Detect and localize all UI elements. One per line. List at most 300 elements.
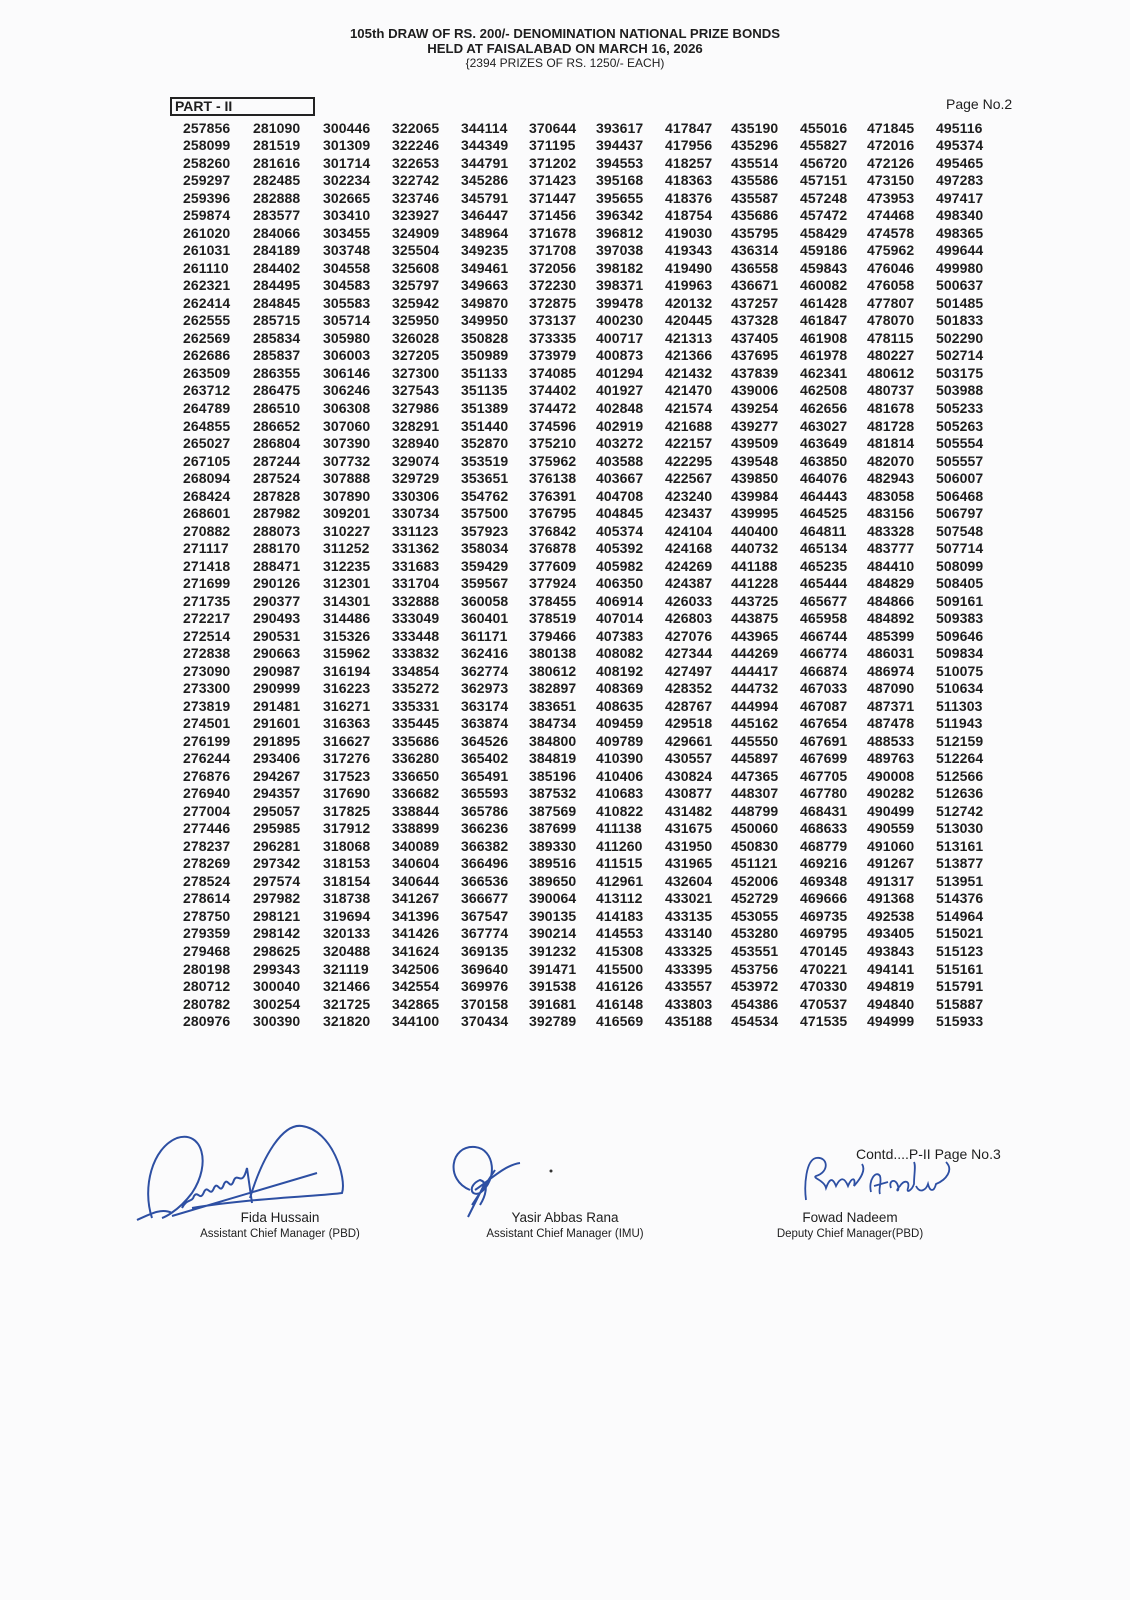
bond-number: 290663 (253, 645, 301, 662)
bond-number: 503988 (936, 382, 984, 399)
bond-number: 411260 (596, 837, 643, 854)
bond-number: 493843 (867, 942, 915, 959)
bond-number: 471845 (867, 119, 915, 136)
bond-number: 428352 (665, 680, 713, 697)
bond-number: 372230 (529, 277, 577, 294)
bond-number: 276244 (183, 750, 231, 767)
bond-number: 451121 (731, 855, 778, 872)
bond-number: 427497 (665, 662, 713, 679)
bond-number: 391538 (529, 978, 577, 995)
bond-number: 475962 (867, 242, 915, 259)
signatory-name: Fowad Nadeem (802, 1210, 898, 1225)
bond-number: 391681 (529, 995, 577, 1012)
bond-number: 354762 (461, 487, 509, 504)
bond-number: 362973 (461, 680, 509, 697)
bond-number: 462341 (800, 364, 848, 381)
bond-number: 465958 (800, 610, 848, 627)
signatory-title: Assistant Chief Manager (PBD) (200, 1228, 360, 1240)
bond-number: 422567 (665, 470, 713, 487)
bond-number: 372875 (529, 294, 577, 311)
bond-number: 408192 (596, 662, 644, 679)
bond-number: 341267 (392, 890, 440, 907)
bond-number: 335331 (392, 697, 440, 714)
bond-number: 307888 (323, 470, 371, 487)
bond-number: 378519 (529, 610, 577, 627)
bond-number: 498365 (936, 224, 984, 241)
bond-number: 290377 (253, 592, 301, 609)
bond-number: 419030 (665, 224, 713, 241)
bond-number: 366536 (461, 872, 509, 889)
bond-number: 430824 (665, 767, 713, 784)
bond-number: 261110 (183, 259, 229, 276)
signatory-title: Deputy Chief Manager(PBD) (776, 1228, 924, 1240)
table-row (183, 697, 1006, 715)
bond-number: 300040 (253, 978, 301, 995)
bond-number: 318153 (323, 855, 371, 872)
bond-number: 399478 (596, 294, 644, 311)
bond-number: 365593 (461, 785, 509, 802)
bond-number: 466744 (800, 627, 848, 644)
bond-number: 280782 (183, 995, 231, 1012)
bond-number: 288471 (253, 557, 301, 574)
bond-number: 436671 (731, 277, 779, 294)
bond-number: 515887 (936, 995, 984, 1012)
bond-number: 363174 (461, 697, 509, 714)
bond-number: 387569 (529, 802, 577, 819)
bond-number: 319694 (323, 907, 371, 924)
bond-number: 357923 (461, 522, 509, 539)
bond-number: 448307 (731, 785, 779, 802)
bond-number: 463027 (800, 417, 848, 434)
bond-number: 489763 (867, 750, 915, 767)
bond-number: 261020 (183, 224, 231, 241)
bond-number: 472016 (867, 137, 915, 154)
bond-number: 417847 (665, 119, 713, 136)
bond-number: 511943 (936, 715, 983, 732)
table-row (183, 189, 1006, 207)
draw-venue-date: HELD AT FAISALABAD ON MARCH 16, 2026 (427, 41, 703, 56)
bond-number: 507548 (936, 522, 984, 539)
bond-number: 436314 (731, 242, 779, 259)
table-row (183, 294, 1006, 312)
bond-number: 395655 (596, 189, 644, 206)
bond-number: 484829 (867, 575, 915, 592)
bond-number: 297574 (253, 872, 301, 889)
bond-number: 469216 (800, 855, 848, 872)
bond-number: 394553 (596, 154, 644, 171)
bond-number: 346447 (461, 207, 509, 224)
bond-number: 298121 (253, 907, 301, 924)
bond-number: 394437 (596, 137, 644, 154)
bond-number: 390064 (529, 890, 577, 907)
bond-number: 435587 (731, 189, 779, 206)
bond-number: 426803 (665, 610, 713, 627)
bond-number: 359429 (461, 557, 509, 574)
bond-number: 270882 (183, 522, 231, 539)
bond-number: 317825 (323, 802, 371, 819)
bond-number: 262555 (183, 312, 231, 329)
bond-number: 330734 (392, 505, 440, 522)
bond-number: 408369 (596, 680, 644, 697)
bond-number: 505557 (936, 452, 984, 469)
bond-number: 476058 (867, 277, 915, 294)
table-row (183, 329, 1006, 347)
bond-number: 315326 (323, 627, 371, 644)
bond-number: 514376 (936, 890, 984, 907)
bond-number: 453280 (731, 925, 779, 942)
bond-number: 439995 (731, 505, 779, 522)
bond-number: 481678 (867, 400, 915, 416)
bond-number: 272838 (183, 645, 231, 662)
bond-number: 439277 (731, 417, 779, 434)
bond-number: 387532 (529, 785, 577, 802)
bond-number: 271117 (183, 540, 229, 557)
bond-number: 262569 (183, 329, 231, 346)
bond-number: 273300 (183, 680, 231, 697)
bond-number: 445897 (731, 750, 779, 767)
bond-number: 377924 (529, 575, 577, 592)
bond-number: 421574 (665, 400, 713, 416)
bond-number: 506797 (936, 505, 984, 522)
bond-number: 435795 (731, 224, 779, 241)
bond-number: 317690 (323, 785, 371, 802)
bond-number: 317523 (323, 767, 371, 784)
bond-number: 490282 (867, 785, 915, 802)
bond-number: 430877 (665, 785, 713, 802)
bond-number: 453972 (731, 978, 779, 995)
bond-number: 282485 (253, 172, 301, 189)
bond-number: 344114 (461, 119, 508, 136)
bond-number: 296281 (253, 837, 301, 854)
bond-number: 349663 (461, 277, 509, 294)
bond-number: 487090 (867, 680, 915, 697)
table-row (183, 277, 1006, 295)
bond-number: 316223 (323, 680, 371, 697)
bond-number: 457151 (800, 172, 848, 189)
bond-number: 433135 (665, 907, 713, 924)
bond-number: 335686 (392, 732, 440, 749)
bond-number: 421688 (665, 417, 713, 434)
bond-number: 323746 (392, 189, 440, 206)
bond-number: 348964 (461, 224, 509, 241)
bond-number: 274501 (183, 715, 231, 732)
table-row (183, 644, 1006, 662)
bond-number: 436558 (731, 259, 779, 276)
bond-number: 361171 (461, 627, 508, 644)
bond-number: 490559 (867, 820, 915, 837)
bond-number: 268601 (183, 505, 231, 522)
bond-number: 461908 (800, 329, 848, 346)
bond-number: 405982 (596, 557, 644, 574)
bond-number: 410822 (596, 802, 644, 819)
bond-number: 277446 (183, 820, 231, 837)
bond-number: 424269 (665, 557, 713, 574)
bond-number: 448799 (731, 802, 779, 819)
bond-number: 495116 (936, 119, 983, 136)
bond-number: 466774 (800, 645, 848, 662)
table-row (183, 960, 1006, 978)
bond-number: 473953 (867, 189, 915, 206)
bond-number: 290493 (253, 610, 301, 627)
bond-number: 369135 (461, 942, 509, 959)
bond-number: 364526 (461, 732, 509, 749)
bond-number: 414553 (596, 925, 644, 942)
bond-number: 302665 (323, 189, 371, 206)
table-row (183, 364, 1006, 382)
bond-number: 422157 (665, 435, 713, 452)
bond-number: 360058 (461, 592, 509, 609)
bond-number: 284189 (253, 242, 301, 259)
bond-number: 306308 (323, 400, 371, 416)
bond-number: 472126 (867, 154, 915, 171)
bond-number: 330306 (392, 487, 440, 504)
bond-number: 480737 (867, 382, 915, 399)
bond-number: 321820 (323, 1013, 371, 1030)
bond-number: 287524 (253, 470, 301, 487)
bond-number: 370158 (461, 995, 509, 1012)
bond-number: 322246 (392, 137, 440, 154)
bond-number: 467699 (800, 750, 848, 767)
bond-number: 286652 (253, 417, 301, 434)
bond-number: 509834 (936, 645, 984, 662)
table-row (183, 662, 1006, 680)
bond-number: 491060 (867, 837, 915, 854)
bond-number: 305980 (323, 329, 371, 346)
bond-number: 335272 (392, 680, 440, 697)
bond-number: 352870 (461, 435, 509, 452)
bond-number: 366496 (461, 855, 509, 872)
bond-number: 412961 (596, 872, 644, 889)
bond-number: 408082 (596, 645, 644, 662)
bond-number: 465235 (800, 557, 848, 574)
bond-number: 482943 (867, 470, 915, 487)
bond-number: 512566 (936, 767, 984, 784)
table-row (183, 995, 1006, 1013)
table-row (183, 820, 1006, 838)
bond-number: 259874 (183, 207, 231, 224)
prize-bond-number-table (183, 119, 1006, 1030)
bond-number: 312301 (323, 575, 371, 592)
bond-number: 463649 (800, 435, 848, 452)
bond-number: 303748 (323, 242, 371, 259)
bond-number: 407383 (596, 627, 644, 644)
bond-number: 433325 (665, 942, 713, 959)
bond-number: 298625 (253, 942, 301, 959)
bond-number: 487371 (867, 697, 915, 714)
bond-number: 469666 (800, 890, 848, 907)
bond-number: 418754 (665, 207, 713, 224)
bond-number: 367774 (461, 925, 509, 942)
bond-number: 267105 (183, 452, 231, 469)
bond-number: 491368 (867, 890, 915, 907)
bond-number: 322742 (392, 172, 440, 189)
bond-number: 470330 (800, 978, 848, 995)
bond-number: 490499 (867, 802, 915, 819)
bond-number: 413112 (596, 890, 643, 907)
bond-number: 336650 (392, 767, 440, 784)
bond-number: 279468 (183, 942, 231, 959)
bond-number: 459843 (800, 259, 848, 276)
bond-number: 470145 (800, 942, 848, 959)
bond-number: 508405 (936, 575, 984, 592)
bond-number: 271735 (183, 592, 231, 609)
bond-number: 488533 (867, 732, 915, 749)
bond-number: 490008 (867, 767, 915, 784)
bond-number: 287828 (253, 487, 301, 504)
bond-number: 397038 (596, 242, 644, 259)
bond-number: 263712 (183, 382, 231, 399)
bond-number: 283577 (253, 207, 301, 224)
bond-number: 331704 (392, 575, 440, 592)
bond-number: 371708 (529, 242, 577, 259)
bond-number: 429661 (665, 732, 713, 749)
bond-number: 376391 (529, 487, 577, 504)
bond-number: 441188 (731, 557, 778, 574)
bond-number: 480612 (867, 364, 915, 381)
bond-number: 362774 (461, 662, 509, 679)
bond-number: 325608 (392, 259, 440, 276)
bond-number: 259297 (183, 172, 231, 189)
bond-number: 300254 (253, 995, 301, 1012)
bond-number: 463850 (800, 452, 848, 469)
bond-number: 306246 (323, 382, 371, 399)
bond-number: 284845 (253, 294, 301, 311)
bond-number: 483058 (867, 487, 915, 504)
bond-number: 506007 (936, 470, 984, 487)
bond-number: 465444 (800, 575, 848, 592)
bond-number: 298142 (253, 925, 301, 942)
signature-fowad-nadeem-icon (796, 1150, 966, 1210)
bond-number: 278524 (183, 872, 231, 889)
bond-number: 469735 (800, 907, 848, 924)
table-row (183, 592, 1006, 610)
bond-number: 510634 (936, 680, 984, 697)
table-row (183, 242, 1006, 260)
bond-number: 409789 (596, 732, 644, 749)
bond-number: 282888 (253, 189, 301, 206)
bond-number: 370434 (461, 1013, 509, 1030)
table-row (183, 172, 1006, 190)
signatory-name: Fida Hussain (240, 1210, 320, 1225)
bond-number: 407014 (596, 610, 644, 627)
bond-number: 458429 (800, 224, 848, 241)
bond-number: 467033 (800, 680, 848, 697)
bond-number: 512159 (936, 732, 984, 749)
bond-number: 363874 (461, 715, 509, 732)
bond-number: 262321 (183, 277, 231, 294)
bond-number: 359567 (461, 575, 509, 592)
bond-number: 508099 (936, 557, 984, 574)
bond-number: 317912 (323, 820, 371, 837)
bond-number: 406914 (596, 592, 644, 609)
table-row (183, 907, 1006, 925)
bond-number: 324909 (392, 224, 440, 241)
table-row (183, 434, 1006, 452)
bond-number: 273819 (183, 697, 231, 714)
bond-number: 374472 (529, 400, 577, 416)
bond-number: 268424 (183, 487, 231, 504)
bond-number: 390135 (529, 907, 577, 924)
bond-number: 501485 (936, 294, 984, 311)
bond-number: 315962 (323, 645, 371, 662)
bond-number: 487478 (867, 715, 915, 732)
bond-number: 505233 (936, 400, 984, 416)
bond-number: 457248 (800, 189, 848, 206)
bond-number: 467087 (800, 697, 848, 714)
table-row (183, 609, 1006, 627)
bond-number: 379466 (529, 627, 577, 644)
bond-number: 467654 (800, 715, 848, 732)
bond-number: 273090 (183, 662, 231, 679)
bond-number: 375962 (529, 452, 577, 469)
bond-number: 391232 (529, 942, 577, 959)
bond-number: 435686 (731, 207, 779, 224)
bond-number: 497283 (936, 172, 984, 189)
bond-number: 321725 (323, 995, 371, 1012)
bond-number: 461428 (800, 294, 848, 311)
bond-number: 485399 (867, 627, 915, 644)
bond-number: 373979 (529, 347, 577, 364)
bond-number: 443875 (731, 610, 779, 627)
bond-number: 420445 (665, 312, 713, 329)
bond-number: 398182 (596, 259, 644, 276)
bond-number: 408635 (596, 697, 644, 714)
bond-number: 382897 (529, 680, 577, 697)
bond-number: 515161 (936, 960, 984, 977)
bond-number: 439548 (731, 452, 779, 469)
bond-number: 464525 (800, 505, 848, 522)
bond-number: 486031 (867, 645, 915, 662)
bond-number: 453756 (731, 960, 779, 977)
bond-number: 491267 (867, 855, 915, 872)
bond-number: 316271 (323, 697, 371, 714)
bond-number: 389650 (529, 872, 577, 889)
bond-number: 327543 (392, 382, 440, 399)
bond-number: 476046 (867, 259, 915, 276)
bond-number: 427344 (665, 645, 713, 662)
bond-number: 286475 (253, 382, 301, 399)
bond-number: 318154 (323, 872, 371, 889)
bond-number: 418376 (665, 189, 713, 206)
bond-number: 366677 (461, 890, 509, 907)
bond-number: 468779 (800, 837, 848, 854)
bond-number: 336280 (392, 750, 440, 767)
bond-number: 415500 (596, 960, 644, 977)
table-row (183, 119, 1006, 137)
bond-number: 422295 (665, 452, 713, 469)
bond-number: 509646 (936, 627, 984, 644)
bond-number: 357500 (461, 505, 509, 522)
bond-number: 321466 (323, 978, 371, 995)
table-row (183, 872, 1006, 890)
bond-number: 257856 (183, 119, 231, 136)
bond-number: 456720 (800, 154, 848, 171)
bond-number: 414183 (596, 907, 644, 924)
bond-number: 474578 (867, 224, 915, 241)
bond-number: 305583 (323, 294, 371, 311)
bond-number: 261031 (183, 242, 231, 259)
bond-number: 454534 (731, 1013, 779, 1030)
bond-number: 276940 (183, 785, 231, 802)
bond-number: 421366 (665, 347, 713, 364)
bond-number: 340089 (392, 837, 440, 854)
bond-number: 505263 (936, 417, 984, 434)
table-row (183, 925, 1006, 943)
bond-number: 384734 (529, 715, 577, 732)
bond-number: 340644 (392, 872, 440, 889)
bond-number: 281519 (253, 137, 301, 154)
bond-number: 264855 (183, 417, 231, 434)
